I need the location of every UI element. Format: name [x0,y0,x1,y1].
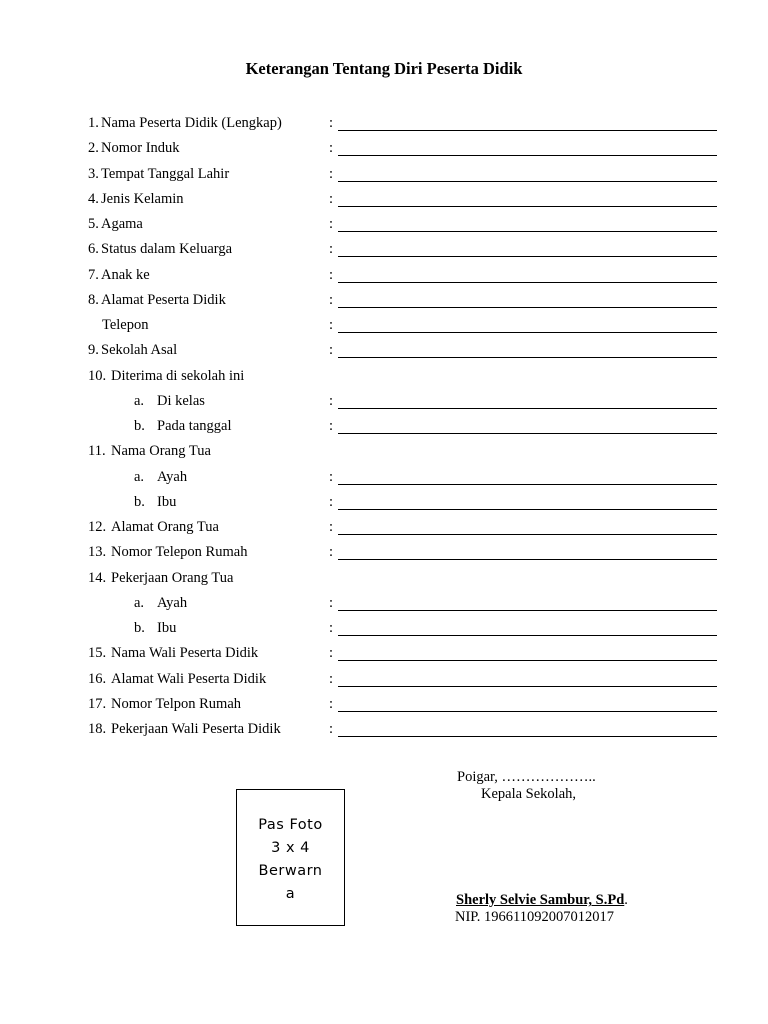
field-number: 4. [88,190,99,207]
fill-in-line [338,181,717,182]
field-label: Nama Orang Tua [111,443,211,460]
signature-name: Sherly Selvie Sambur, S.Pd [456,892,625,908]
form-row [0,645,768,665]
field-label: Pada tanggal [157,418,232,434]
field-label: Telepon [102,317,149,333]
field-colon: : [329,190,334,207]
fill-in-line [338,256,717,257]
field-colon: : [329,342,334,359]
sub-item-marker: b. [134,493,145,510]
sub-item-marker: a. [134,594,145,611]
fill-in-line [338,433,717,434]
field-label: Alamat Peserta Didik [101,291,226,308]
field-colon: : [329,695,334,712]
signature-place-date: Poigar, ……………….. [457,769,596,785]
fill-in-line [338,534,717,535]
form-row [0,620,768,640]
field-number: 9. [88,342,99,359]
form-row [0,317,768,337]
photo-caption-line: Pas Foto [258,817,323,833]
fill-in-line [338,736,717,737]
field-label: Nomor Induk [101,140,180,157]
field-label: Sekolah Asal [101,342,178,359]
fill-in-line [338,635,717,636]
form-row [0,368,768,388]
fill-in-line [338,155,717,156]
fill-in-line [338,282,717,283]
field-colon: : [329,594,334,611]
field-label: Pekerjaan Wali Peserta Didik [111,721,281,737]
fill-in-line [338,130,717,131]
field-label: Ayah [157,594,188,611]
signature-nip: NIP. 196611092007012017 [455,909,614,925]
field-label: Agama [101,216,143,232]
field-label: Diterima di sekolah ini [111,367,245,384]
form-row [0,267,768,287]
field-number: 3. [88,165,99,182]
field-label: Alamat Wali Peserta Didik [111,670,267,687]
field-colon: : [329,620,334,636]
form-row [0,519,768,539]
form-row [0,443,768,463]
field-colon: : [329,468,334,485]
field-label: Nama Peserta Didik (Lengkap) [101,115,282,131]
field-number: 17. [88,695,107,712]
form-row [0,191,768,211]
form-row [0,292,768,312]
field-number: 12. [88,519,107,535]
field-colon: : [329,317,334,333]
field-label: Nomor Telepon Rumah [111,544,248,561]
field-colon: : [329,721,334,737]
field-colon: : [329,140,334,157]
photo-box [236,789,345,926]
photo-caption-line: a [285,886,296,902]
field-label: Pekerjaan Orang Tua [111,569,234,586]
field-label: Di kelas [157,392,205,409]
field-label: Tempat Tanggal Lahir [101,165,230,182]
field-number: 14. [88,569,107,586]
photo-caption-line: 3 x 4 [271,840,310,856]
field-colon: : [329,670,334,687]
field-colon: : [329,241,334,258]
photo-caption-line: Berwarn [258,863,323,879]
field-number: 5. [88,216,99,232]
form-row [0,671,768,691]
field-label: Alamat Orang Tua [111,519,219,535]
form-row [0,469,768,489]
field-number: 13. [88,544,107,561]
field-number: 2. [88,140,99,157]
field-colon: : [329,115,334,131]
form-row [0,166,768,186]
field-number: 7. [88,266,99,283]
sub-item-marker: a. [134,468,145,485]
form-row [0,393,768,413]
field-label: Status dalam Keluarga [101,241,233,258]
field-number: 16. [88,670,107,687]
field-number: 18. [88,721,107,737]
form-row [0,418,768,438]
field-number: 6. [88,241,99,258]
fill-in-line [338,686,717,687]
fill-in-line [338,357,717,358]
fill-in-line [338,610,717,611]
field-number: 11. [88,443,106,460]
sub-item-marker: a. [134,392,145,409]
field-number: 8. [88,291,99,308]
field-number: 10. [88,367,107,384]
field-label: Anak ke [101,266,150,283]
form-row [0,595,768,615]
fill-in-line [338,231,717,232]
form-row [0,140,768,160]
fill-in-line [338,559,717,560]
form-row [0,115,768,135]
fill-in-line [338,660,717,661]
field-number: 15. [88,645,107,662]
field-colon: : [329,519,334,535]
fill-in-line [338,484,717,485]
field-colon: : [329,165,334,182]
fill-in-line [338,509,717,510]
form-row [0,721,768,741]
form-row [0,544,768,564]
sub-item-marker: b. [134,620,145,636]
form-row [0,241,768,261]
field-number: 1. [88,115,99,131]
field-colon: : [329,493,334,510]
field-colon: : [329,645,334,662]
field-label: Ibu [157,493,177,510]
field-label: Ayah [157,468,188,485]
form-row [0,342,768,362]
fill-in-line [338,307,717,308]
signature-name-suffix: . [624,892,628,908]
field-colon: : [329,291,334,308]
field-colon: : [329,266,334,283]
form-title: Keterangan Tentang Diri Peserta Didik [245,59,523,78]
sub-item-marker: b. [134,418,145,434]
field-label: Jenis Kelamin [101,190,184,207]
fill-in-line [338,206,717,207]
fill-in-line [338,711,717,712]
form-row [0,216,768,236]
field-colon: : [329,418,334,434]
fill-in-line [338,332,717,333]
field-colon: : [329,216,334,232]
signature-role: Kepala Sekolah, [481,786,577,802]
form-row [0,494,768,514]
form-row [0,696,768,716]
field-label: Nomor Telpon Rumah [111,695,242,712]
form-row [0,570,768,590]
field-label: Nama Wali Peserta Didik [111,645,259,662]
field-label: Ibu [157,620,177,636]
field-colon: : [329,544,334,561]
field-colon: : [329,392,334,409]
signature-name-line [456,892,628,909]
fill-in-line [338,408,717,409]
